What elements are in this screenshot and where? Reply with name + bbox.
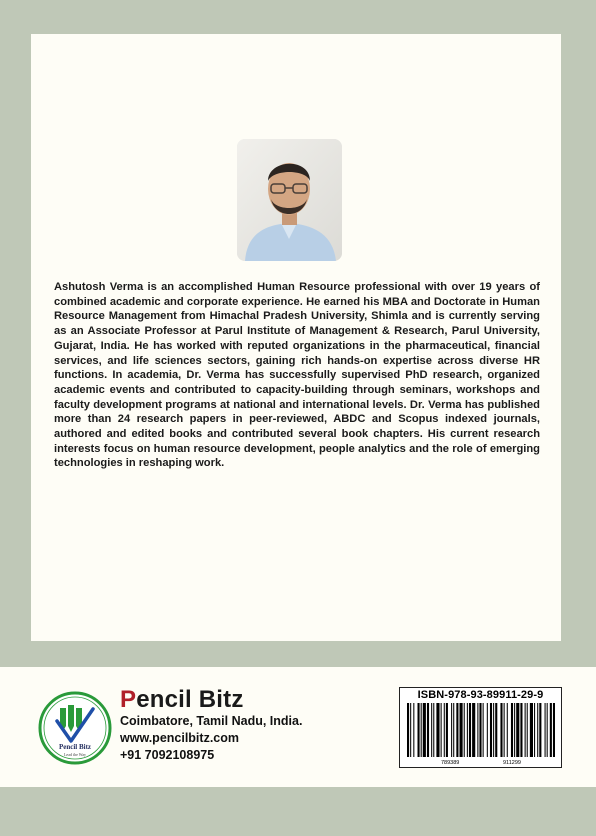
author-photo — [237, 139, 342, 261]
barcode-bar — [534, 703, 535, 757]
barcode-bar — [410, 703, 411, 757]
isbn-label: ISBN-978-93-89911-29-9 — [417, 689, 544, 701]
barcode-bar — [472, 703, 475, 757]
barcode-bar — [423, 703, 426, 757]
barcode-bars — [405, 703, 555, 765]
isbn-digits-right: 911299 — [503, 760, 521, 765]
barcode-bar — [487, 703, 488, 757]
publisher-name-rest: encil Bitz — [136, 686, 244, 713]
barcode-bar — [433, 703, 434, 757]
publisher-name-initial: P — [120, 686, 137, 713]
author-bio: Ashutosh Verma is an accomplished Human Resource professional with over 19 years of combined academic and corporate experience. He earned his MBA and Doctorate in Human Resource Management from Himachal Pradesh University, Shimla and is currently serving as an Associate Professor at Parul Institute of Management & Research, Parul University, Gujarat, India. He has worked with reputed organizations in the pharmaceutical, financial services, and life sciences sectors, gaining rich hands-on expertise across diverse HR functions. In academia, Dr. Verma has successfully supervised PhD research, organized academic events and contributed to capacity-building through seminars, workshops and faculty development programs at national and international levels. Dr. Verma has published more than 24 research papers in peer-reviewed, ABDC and Scopus indexed journals, authored and edited books and contributed several book chapters. His current research interests focus on human resource development, people analytics and the role of emerging technologies in reshaping work. — [54, 281, 540, 470]
barcode-bar — [460, 703, 463, 757]
publisher-name — [120, 686, 244, 714]
barcode-bar — [464, 703, 465, 757]
barcode-bar — [493, 703, 494, 757]
barcode-bar — [495, 703, 497, 757]
barcode-bar — [516, 703, 519, 757]
barcode-bar — [550, 703, 552, 757]
barcode-bar — [507, 703, 508, 757]
barcode-bar — [436, 703, 439, 757]
barcode-bar — [527, 703, 528, 757]
barcode-bar — [477, 703, 478, 757]
barcode-bar — [545, 703, 546, 757]
barcode-bar — [421, 703, 422, 757]
barcode-bar — [483, 703, 484, 757]
barcode-bar — [431, 703, 432, 757]
barcode-bar — [514, 703, 515, 757]
barcode-bar — [407, 703, 409, 757]
barcode-bar — [451, 703, 452, 757]
barcode-bar — [547, 703, 548, 757]
barcode-bar — [500, 703, 502, 757]
barcode-bar — [537, 703, 538, 757]
publisher-logo — [38, 691, 112, 765]
barcode-bar — [520, 703, 522, 757]
barcode-bar — [490, 703, 492, 757]
barcode-bar — [446, 703, 448, 757]
publisher-website: www.pencilbitz.com — [120, 731, 239, 745]
bottom-strip — [0, 787, 596, 836]
barcode-bar — [479, 703, 481, 757]
barcode-bar — [413, 703, 414, 757]
isbn-digits-left: 789389 — [441, 760, 460, 765]
barcode-bar — [427, 703, 429, 757]
publisher-phone: +91 7092108975 — [120, 748, 215, 762]
logo-tagline: Lead the Way — [63, 752, 87, 757]
barcode-bar — [530, 703, 533, 757]
barcode-bar — [444, 703, 445, 757]
barcode-bar — [469, 703, 471, 757]
barcode-bar — [453, 703, 454, 757]
barcode-bar — [539, 703, 541, 757]
barcode-bar — [456, 703, 458, 757]
barcode-bar — [553, 703, 555, 757]
publisher-location: Coimbatore, Tamil Nadu, India. — [120, 714, 303, 728]
barcode-bar — [511, 703, 513, 757]
barcode-bar — [504, 703, 505, 757]
barcode-bar — [525, 703, 526, 757]
barcode-bar — [467, 703, 468, 757]
barcode-bar — [441, 703, 442, 757]
barcode-bar — [418, 703, 420, 757]
isbn-barcode — [399, 687, 562, 768]
logo-text: Pencil Bitz — [58, 743, 92, 751]
